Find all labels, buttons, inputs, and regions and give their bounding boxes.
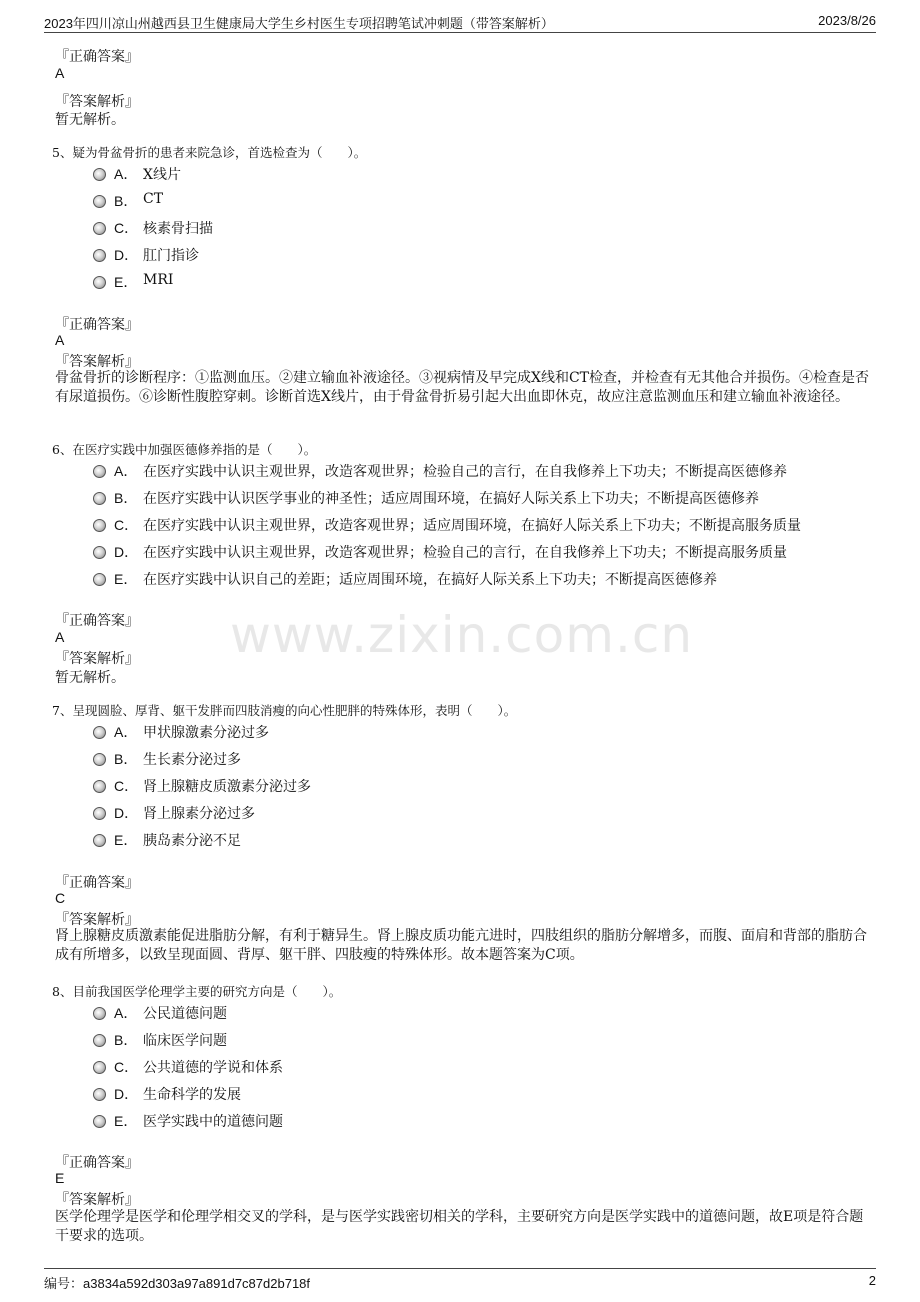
radio-button-icon[interactable] xyxy=(93,222,106,235)
radio-button-icon[interactable] xyxy=(93,492,106,505)
page-number: 2 xyxy=(868,1273,876,1288)
radio-button-icon[interactable] xyxy=(93,1034,106,1047)
question-stem: 6、在医疗实践中加强医德修养指的是（ ）。 xyxy=(52,442,317,457)
document-title: 2023年四川凉山州越西县卫生健康局大学生乡村医生专项招聘笔试冲刺题（带答案解析） xyxy=(44,16,554,31)
document-date: 2023/8/26 xyxy=(818,13,876,28)
radio-button-icon[interactable] xyxy=(93,546,106,559)
correct-answer-label: 『正确答案』 xyxy=(55,1155,139,1171)
radio-button-icon[interactable] xyxy=(93,834,106,847)
correct-answer-label: 『正确答案』 xyxy=(55,49,139,65)
watermark: www.zixin.com.cn xyxy=(230,606,694,664)
analysis-label: 『答案解析』 xyxy=(55,354,139,370)
radio-button-icon[interactable] xyxy=(93,573,106,586)
analysis-label: 『答案解析』 xyxy=(55,94,139,110)
analysis-label: 『答案解析』 xyxy=(55,912,139,928)
radio-button-icon[interactable] xyxy=(93,726,106,739)
analysis-text: 暂无解析。 xyxy=(55,670,125,686)
radio-button-icon[interactable] xyxy=(93,249,106,262)
correct-answer-label: 『正确答案』 xyxy=(55,317,139,333)
radio-button-icon[interactable] xyxy=(93,1088,106,1101)
page-header xyxy=(44,10,876,33)
radio-button-icon[interactable] xyxy=(93,276,106,289)
correct-answer-label: 『正确答案』 xyxy=(55,613,139,629)
radio-button-icon[interactable] xyxy=(93,195,106,208)
correct-answer-value: A xyxy=(55,332,65,348)
radio-button-icon[interactable] xyxy=(93,1007,106,1020)
analysis-text: 医学伦理学是医学和伦理学相交叉的学科，是与医学实践密切相关的学科，主要研究方向是医学实践中的道德问题，故E项是符合题干要求的选项。 xyxy=(55,1209,864,1244)
question-stem: 5、疑为骨盆骨折的患者来院急诊，首选检查为（ ）。 xyxy=(52,145,367,160)
radio-button-icon[interactable] xyxy=(93,753,106,766)
analysis-text: 骨盆骨折的诊断程序：①监测血压。②建立输血补液途径。③视病情及早完成X线和CT检查，并检查有无其他合并损伤。④检查是否有尿道损伤。⑥诊断性腹腔穿刺。诊断首选X线片，由于骨盆骨折易引起大出血即休克，故应注意监测血压和建立输血补液途径。 xyxy=(55,370,870,405)
correct-answer-value: A xyxy=(55,629,65,645)
radio-button-icon[interactable] xyxy=(93,1115,106,1128)
page-footer xyxy=(44,1268,876,1293)
question-stem: 8、目前我国医学伦理学主要的研究方向是（ ）。 xyxy=(52,984,342,999)
document-code: 编号：a3834a592d303a97a891d7c87d2b718f xyxy=(44,1276,311,1291)
correct-answer-label: 『正确答案』 xyxy=(55,875,139,891)
radio-button-icon[interactable] xyxy=(93,807,106,820)
correct-answer-value: C xyxy=(55,890,66,906)
analysis-label: 『答案解析』 xyxy=(55,1192,139,1208)
radio-button-icon[interactable] xyxy=(93,1061,106,1074)
radio-button-icon[interactable] xyxy=(93,780,106,793)
correct-answer-value: E xyxy=(55,1170,65,1186)
radio-button-icon[interactable] xyxy=(93,465,106,478)
analysis-label: 『答案解析』 xyxy=(55,651,139,667)
question-stem: 7、呈现圆脸、厚背、躯干发胖而四肢消瘦的向心性肥胖的特殊体形，表明（ ）。 xyxy=(52,703,517,718)
analysis-text: 肾上腺糖皮质激素能促进脂肪分解，有利于糖异生。肾上腺皮质功能亢进时，四肢组织的脂肪分解增多，而腹、面肩和背部的脂肪合成有所增多，以致呈现面圆、背厚、躯干胖、四肢瘦的特殊体形。故本题答案为C项。 xyxy=(55,928,867,963)
correct-answer-value: A xyxy=(55,65,65,81)
analysis-text: 暂无解析。 xyxy=(55,112,125,128)
radio-button-icon[interactable] xyxy=(93,168,106,181)
radio-button-icon[interactable] xyxy=(93,519,106,532)
